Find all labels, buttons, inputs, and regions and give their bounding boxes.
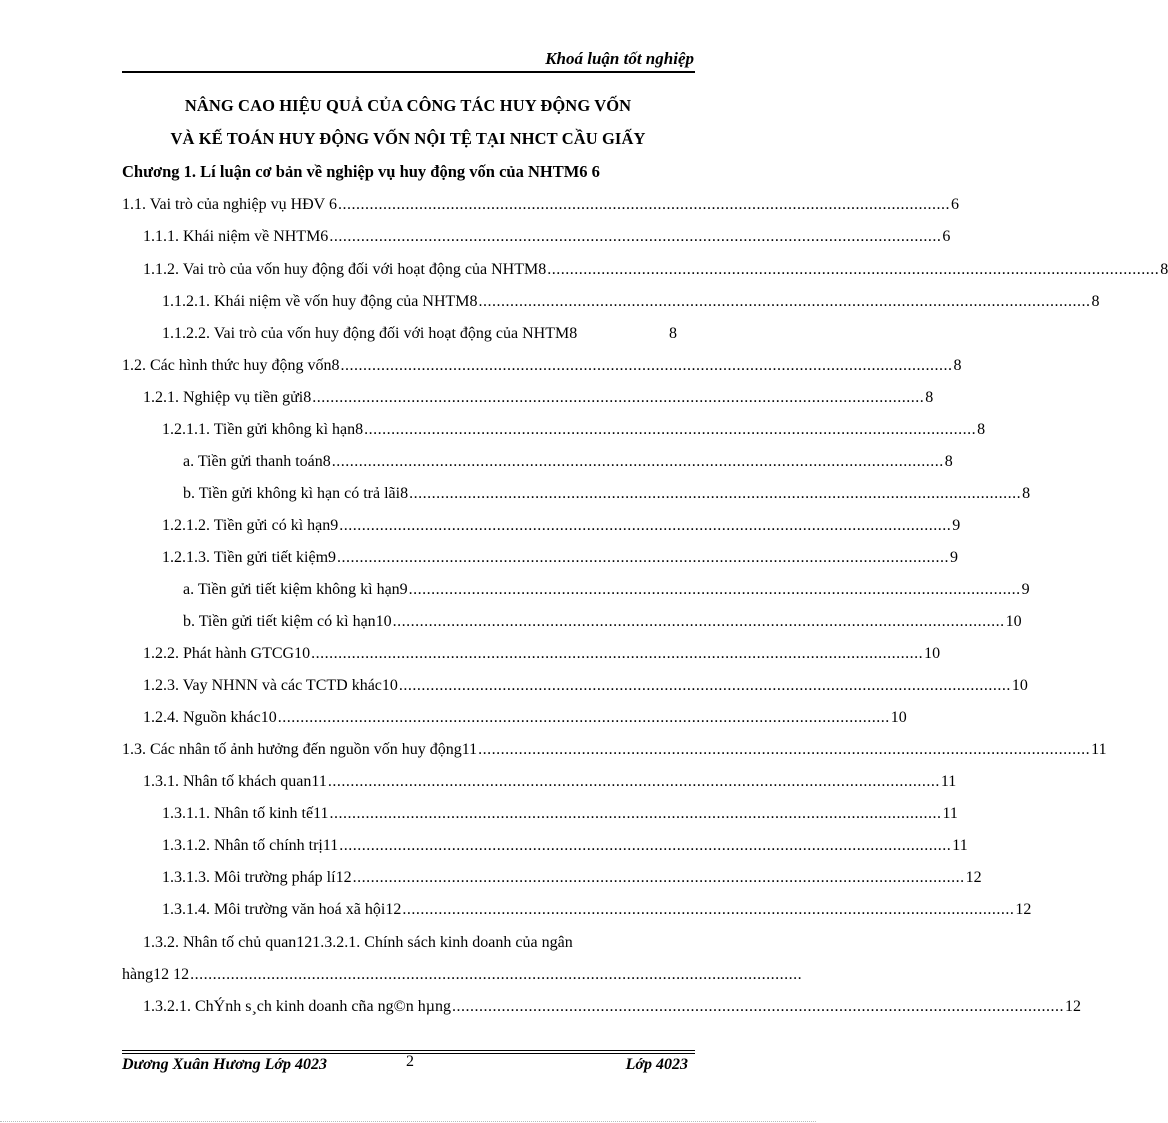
toc-entry-page: 6: [950, 196, 959, 213]
toc-entry-text: hàng12 12: [122, 966, 190, 983]
toc-entry[interactable]: [122, 196, 959, 220]
toc-entry-page: 10: [890, 709, 907, 726]
toc-entry-text: 1.2.1.2. Tiền gửi có kì hạn9: [162, 517, 339, 534]
leader-dots: ........................................................................................................................................: [352, 869, 965, 886]
leader-dots: ........................................................................................................................................: [337, 196, 950, 213]
leader-dots: ........................................................................................................................................: [547, 261, 1160, 278]
toc-entry[interactable]: [162, 293, 1100, 317]
toc-entry-text: b. Tiền gửi không kì hạn có trả lãi8: [183, 485, 409, 502]
toc-entry-page: 10: [1005, 613, 1022, 630]
toc-entry[interactable]: [162, 549, 959, 573]
toc-entry-page: 8: [669, 325, 677, 342]
toc-entry-page: 11: [942, 805, 958, 822]
toc-entry-text: 1.3.2.1. ChÝnh s¸ch kinh doanh cña ng©n hµng: [143, 998, 452, 1015]
toc-wrapped-line-2[interactable]: [122, 966, 803, 990]
toc-entry-text: a. Tiền gửi thanh toán8: [183, 453, 331, 470]
leader-dots: ........................................................................................................................................: [337, 549, 950, 566]
toc-entry-page: 6: [942, 228, 951, 245]
leader-dots: ........................................................................................................................................: [277, 709, 890, 726]
leader-dots: ........................................................................................................................................: [340, 357, 953, 374]
toc-entry[interactable]: [162, 805, 958, 829]
leader-dots: ........................................................................................................................................: [311, 645, 924, 662]
leader-dots: ........................................................................................................................................: [408, 581, 1021, 598]
toc-entry-page: 10: [924, 645, 941, 662]
toc-entry[interactable]: [143, 645, 941, 669]
toc-entry[interactable]: [143, 228, 951, 252]
toc-entry-text: 1.2.2. Phát hành GTCG10: [143, 645, 311, 662]
leader-dots: ........................................................................................................................................: [327, 773, 940, 790]
toc-entry[interactable]: [183, 485, 1031, 509]
toc-entry-page: 8: [1022, 485, 1031, 502]
leader-dots: ........................................................................................................................................: [402, 901, 1015, 918]
toc-entry-text: 1.1.2.2. Vai trò của vốn huy động đối với hoạt động của NHTM8: [162, 325, 578, 342]
toc-entry-page: 9: [952, 517, 961, 534]
toc-entry[interactable]: [183, 613, 1022, 637]
toc-entry-page: 8: [953, 357, 962, 374]
toc-entry[interactable]: [183, 581, 1030, 605]
leader-dots: ........................................................................................................................................: [398, 677, 1011, 694]
toc-entry-page: 12: [1015, 901, 1032, 918]
toc-entry-page: 12: [1065, 998, 1082, 1015]
leader-dots: ........................................................................................................................................: [331, 453, 944, 470]
toc-entry-text: 1.3.1.2. Nhân tố chính trị11: [162, 837, 339, 854]
toc-wrapped-line-1[interactable]: 1.3.2. Nhân tố chủ quan121.3.2.1. Chính sách kinh doanh của ngân: [143, 934, 573, 951]
leader-dots: ........................................................................................................................................: [478, 741, 1091, 758]
toc-entry-text: 1.2.3. Vay NHNN và các TCTD khác10: [143, 677, 398, 694]
toc-entry-page: 8: [1160, 261, 1168, 278]
leader-dots: ........................................................................................................................................: [339, 837, 952, 854]
toc-entry-page: 12: [965, 869, 982, 886]
toc-entry-page: 11: [1091, 741, 1107, 758]
leader-dots: ........................................................................................................................................: [409, 485, 1022, 502]
leader-dots: ........................................................................................................................................: [329, 228, 942, 245]
leader-dots: ........................................................................................................................................: [392, 613, 1005, 630]
toc-entry-text: 1.3.1. Nhân tố khách quan11: [143, 773, 327, 790]
toc-entry[interactable]: [143, 389, 934, 413]
toc-entry-text: 1.1. Vai trò của nghiệp vụ HĐV 6: [122, 196, 337, 213]
toc-entry[interactable]: [143, 998, 1082, 1022]
toc-entry-page: 11: [940, 773, 957, 790]
title-line-2: VÀ KẾ TOÁN HUY ĐỘNG VỐN NỘI TỆ TẠI NHCT CẦU GIẤY: [170, 129, 646, 148]
toc-entry[interactable]: [183, 453, 953, 477]
toc-entry-page: 8: [977, 421, 986, 438]
toc-entry[interactable]: [162, 325, 677, 349]
leader-dots: ........................................................................................................................................: [339, 517, 952, 534]
toc-entry[interactable]: [143, 709, 907, 733]
leader-dots: ........................................................................................................................................: [190, 966, 803, 983]
toc-entry-text: 1.1.2.1. Khái niệm về vốn huy động của NHTM8: [162, 293, 478, 310]
header-text: Khoá luận tốt nghiệp: [545, 49, 694, 68]
header-rule: [122, 71, 695, 73]
leader-dots: ........................................................................................................................................: [312, 389, 925, 406]
toc-entry-text: 1.3.1.3. Môi trường pháp lí12: [162, 869, 352, 886]
toc-entry-page: 9: [950, 549, 959, 566]
toc-entry-page: 8: [1091, 293, 1100, 310]
toc-entry-text: 1.1.1. Khái niệm về NHTM6: [143, 228, 329, 245]
footer-author: Dương Xuân Hương Lớp 4023: [122, 1056, 327, 1073]
toc-entry[interactable]: [162, 517, 961, 541]
toc-entry[interactable]: [143, 261, 1168, 285]
toc-entry-text: 1.3. Các nhân tố ảnh hưởng đến nguồn vốn huy động11: [122, 741, 478, 758]
leader-dots: ........................................................................................................................................: [364, 421, 977, 438]
leader-dots: ........................................................................................................................................: [478, 293, 1091, 310]
toc-entry-page: 8: [944, 453, 953, 470]
toc-entry-text: 1.3.1.1. Nhân tố kinh tế11: [162, 805, 329, 822]
chapter-heading: Chương 1. Lí luận cơ bản về nghiệp vụ huy động vốn của NHTM6 6: [122, 162, 600, 181]
page-edge-divider: [0, 1121, 816, 1122]
toc-entry[interactable]: [143, 677, 1028, 701]
toc-entry-page: 8: [925, 389, 934, 406]
leader-dots: ........................................................................................................................................: [452, 998, 1065, 1015]
page-number: 2: [406, 1053, 414, 1070]
toc-entry-text: b. Tiền gửi tiết kiệm có kì hạn10: [183, 613, 392, 630]
toc-entry-text: 1.2.1. Nghiệp vụ tiền gửi8: [143, 389, 312, 406]
toc-entry-text: 1.2.1.1. Tiền gửi không kì hạn8: [162, 421, 364, 438]
toc-entry-text: 1.2. Các hình thức huy động vốn8: [122, 357, 340, 374]
toc-entry-text: 1.3.1.4. Môi trường văn hoá xã hội12: [162, 901, 402, 918]
footer-class: Lớp 4023: [625, 1056, 688, 1073]
leader-dots: ........................................................................................................................................: [329, 805, 942, 822]
toc-entry-text: a. Tiền gửi tiết kiệm không kì hạn9: [183, 581, 408, 598]
toc-entry-text: 1.2.4. Nguồn khác10: [143, 709, 277, 726]
toc-entry[interactable]: [162, 837, 968, 861]
toc-entry[interactable]: [122, 741, 1107, 765]
toc-entry-text: 1.2.1.3. Tiền gửi tiết kiệm9: [162, 549, 337, 566]
toc-entry[interactable]: [162, 901, 1032, 925]
title-line-1: NÂNG CAO HIỆU QUẢ CỦA CÔNG TÁC HUY ĐỘNG VỐN: [184, 96, 632, 115]
toc-entry[interactable]: [122, 357, 962, 381]
toc-entry[interactable]: [143, 773, 957, 797]
toc-entry-page: 10: [1011, 677, 1028, 694]
toc-entry-page: 11: [952, 837, 968, 854]
toc-entry-text: 1.1.2. Vai trò của vốn huy động đối với hoạt động của NHTM8: [143, 261, 547, 278]
footer-rule: [122, 1050, 695, 1051]
toc-entry-page: 9: [1021, 581, 1030, 598]
toc-entry[interactable]: [162, 869, 982, 893]
toc-entry[interactable]: [162, 421, 986, 445]
